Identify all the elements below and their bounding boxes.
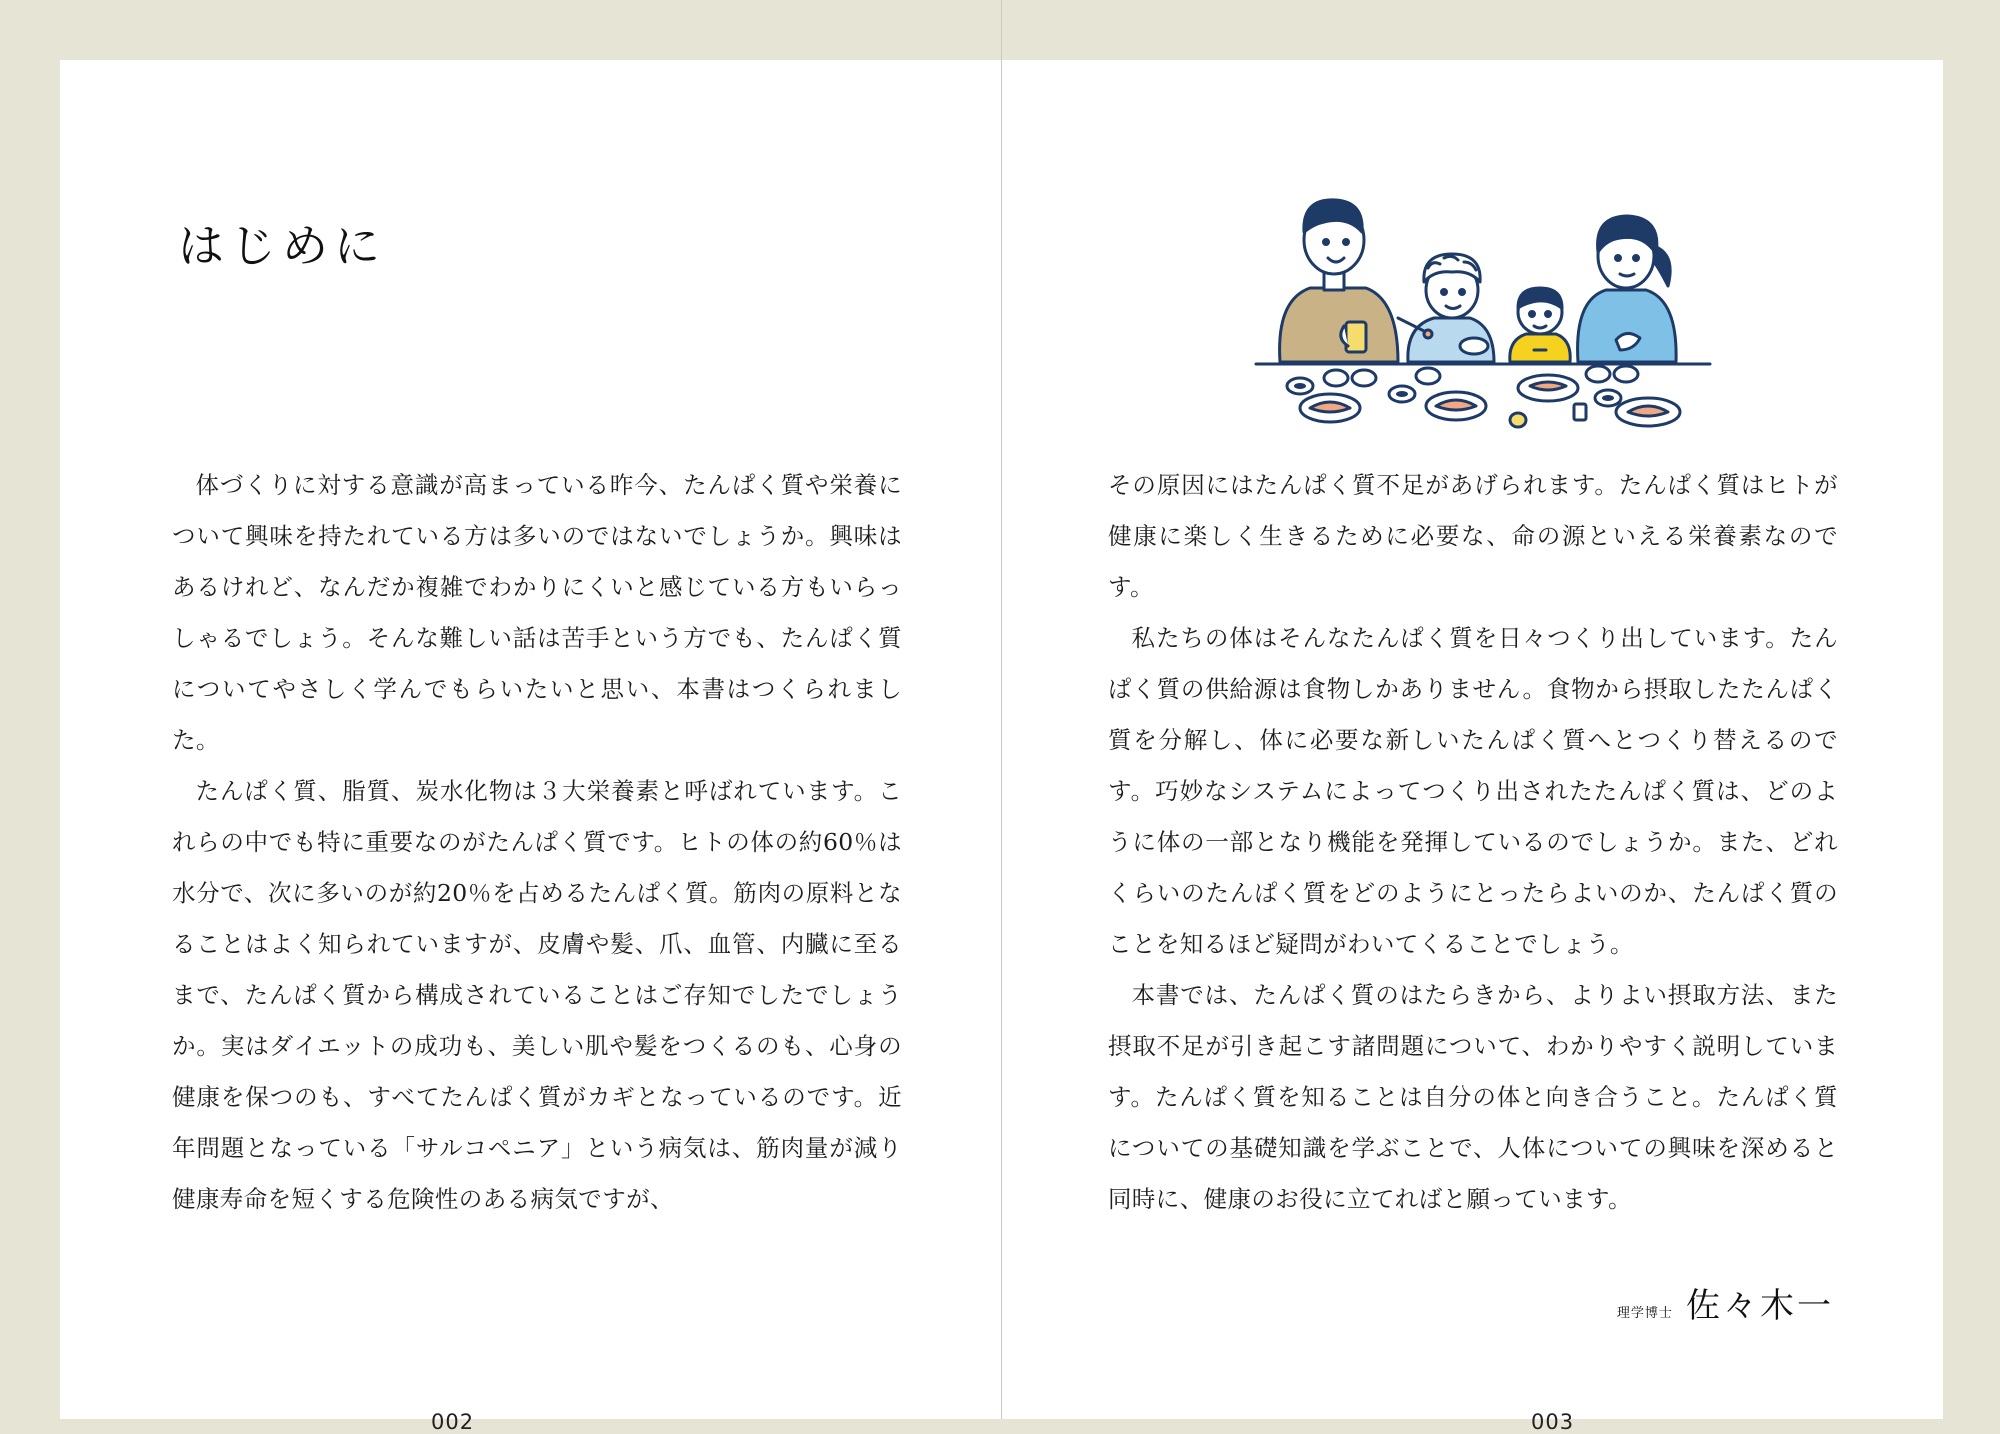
left-paragraph-1: 体づくりに対する意識が高まっている昨今、たんぱく質や栄養について興味を持たれている方は多いのではないでしょうか。興味はあるけれど、なんだか複雑でわかりにくいと感じている方もいらっしゃるでしょう。そんな難しい話は苦手という方でも、たんぱく質についてやさしく学んでもらいたいと思い、本書はつくられました。 — [172, 471, 902, 754]
page-number-left: 002 — [431, 1410, 475, 1434]
right-paragraph-3: 本書では、たんぱく質のはたらきから、よりよい摂取方法、また摂取不足が引き起こす諸問題について、わかりやすく説明しています。たんぱく質を知ることは自分の体と向き合うこと。たんぱく質についての基礎知識を学ぶことで、人体についての興味を深めると同時に、健康のお役に立てればと願っています。 — [1108, 981, 1838, 1213]
right-paragraph-2: 私たちの体はそんなたんぱく質を日々つくり出しています。たんぱく質の供給源は食物しかありません。食物から摂取したたんぱく質を分解し、体に必要な新しいたんぱく質へとつくり替えるのです。巧妙なシステムによってつくり出されたたんぱく質は、どのように体の一部となり機能を発揮しているのでしょうか。また、どれくらいのたんぱく質をどのようにとったらよいのか、たんぱく質のことを知るほど疑問がわいてくることでしょう。 — [1108, 624, 1838, 958]
mother-figure — [1578, 216, 1677, 362]
right-paragraph-1: その原因にはたんぱく質不足があげられます。たんぱく質はヒトが健康に楽しく生きるために必要な、命の源といえる栄養素なのです。 — [1108, 471, 1838, 601]
right-body-text — [1108, 460, 1838, 1225]
grandmother-figure — [1398, 254, 1494, 362]
right-page — [1002, 60, 1943, 1434]
left-page — [60, 60, 1001, 1434]
author-signature — [1617, 1278, 1834, 1327]
father-figure — [1280, 200, 1398, 362]
page-number-right: 003 — [1531, 1410, 1575, 1434]
left-body-text — [172, 460, 902, 1225]
left-paragraph-2: たんぱく質、脂質、炭水化物は３大栄養素と呼ばれています。これらの中でも特に重要なのがたんぱく質です。ヒトの体の約60％は水分で、次に多いのが約20％を占めるたんぱく質。筋肉の原料となることはよく知られていますが、皮膚や髪、爪、血管、内臓に至るまで、たんぱく質から構成されていることはご存知でしたでしょうか。実はダイエットの成功も、美しい肌や髪をつくるのも、心身の健康を保つのも、すべてたんぱく質がカギとなっているのです。近年問題となっている「サルコペニア」という病気は、筋肉量が減り健康寿命を短くする危険性のある病気ですが、 — [172, 777, 902, 1213]
family-meal-illustration-icon — [1248, 150, 1718, 440]
page-title: はじめに — [178, 219, 386, 273]
author-degree: 理学博士 — [1616, 1306, 1673, 1321]
author-name: 佐々木一 — [1686, 1286, 1834, 1326]
child-figure — [1510, 288, 1570, 362]
table-dishes — [1287, 366, 1680, 427]
